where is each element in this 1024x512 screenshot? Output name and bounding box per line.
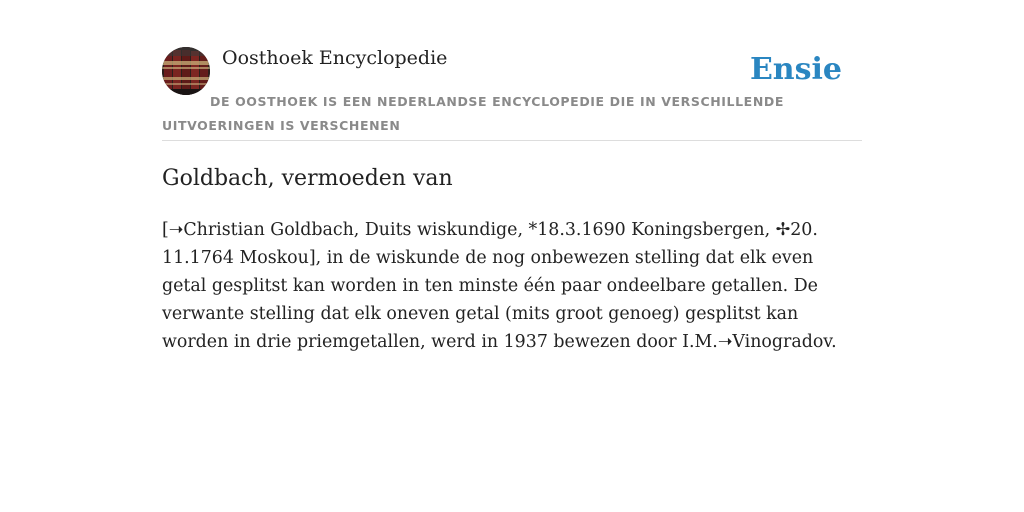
article-title: Goldbach, vermoeden van	[162, 166, 453, 191]
brand-logo[interactable]: Ensie	[749, 52, 842, 87]
encyclopedia-books-icon	[162, 47, 210, 95]
header	[162, 46, 862, 141]
source-name[interactable]: Oosthoek Encyclopedie	[222, 47, 448, 69]
tagline: DE OOSTHOEK IS EEN NEDERLANDSE ENCYCLOPEDIE DIE IN VERSCHILLENDE UITVOERINGEN IS VERSCHENEN	[162, 94, 784, 133]
article-body: [➝Christian Goldbach, Duits wiskundige, *18.3.1690 Koningsbergen, ✢20. 11.1764 Moskou], in de wiskunde de nog onbewezen stelling dat elk even getal gesplitst kan worden in ten minste één paar ondeelbare getallen. De verwante stelling dat elk oneven getal (mits groot genoeg) gesplitst kan worden in drie priemgetallen, werd in 1937 bewezen door I.M.➝Vinogradov.	[162, 220, 837, 352]
avatar[interactable]	[162, 47, 210, 95]
